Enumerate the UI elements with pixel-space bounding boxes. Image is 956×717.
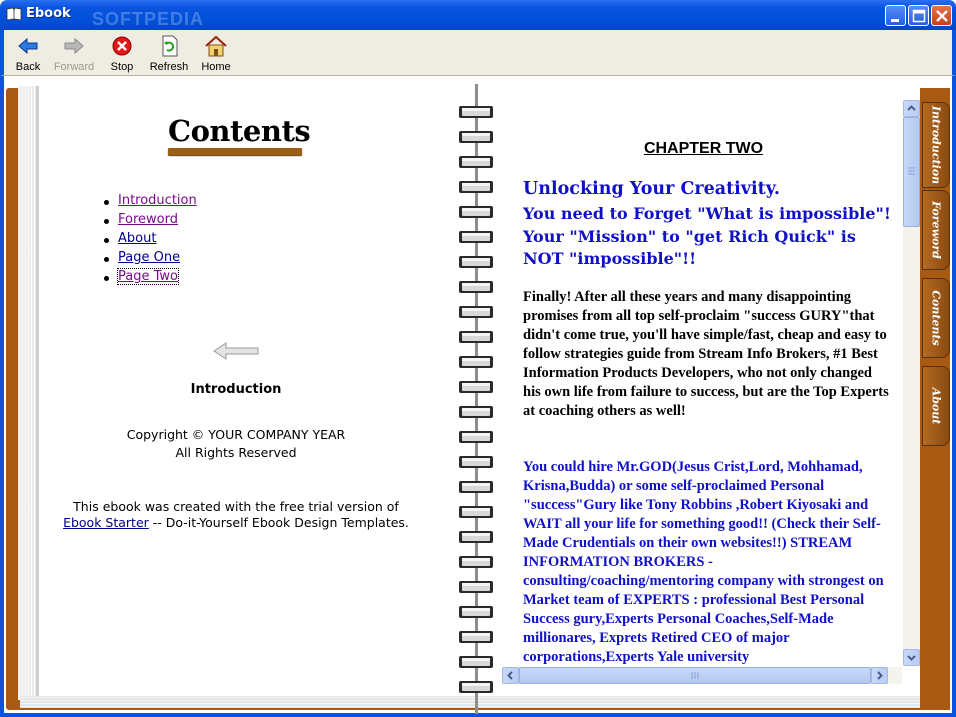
back-arrow-icon xyxy=(16,35,40,57)
spiral-ring xyxy=(458,104,494,120)
spiral-ring xyxy=(458,479,494,495)
spiral-ring xyxy=(458,254,494,270)
minimize-button[interactable] xyxy=(885,5,906,26)
body-paragraph: You could hire Mr.GOD(Jesus Crist,Lord, Mohhamad, Krisna,Budda) or some self-proclaimed Personal "success"Gury like Tony Robbins ,Robert Kiyosaki and WAIT all your life for something good!! (Check their Self-Made Crudentials on their own websites!!) STREAM INFORMATION BROKERS - consulting/coaching/mentoring company with strongest on Market team of EXPERTS : professional Best Personal Success gury,Experts Personal Coaches,Self-Made millionares, Exprets Retired CEO of major corporations,Experts Yale university xyxy=(523,459,884,665)
intro-paragraph: Finally! After all these years and many disappointing promises from all top self-proclaim "success GURY"that didn't come true, you'll have simple/fast, cheap and easy to follow strategies guide from Stream Info Brokers, #1 Best Information Products Developers, who not only changed his own life from failure to success, but are the Top Experts at coaching others as well! xyxy=(523,289,889,419)
tab-contents[interactable]: Contents xyxy=(922,278,950,358)
spiral-ring xyxy=(458,529,494,545)
made-with-note: This ebook was created with the free trial version of Ebook Starter -- Do-it-Yourself Ebook Design Templates. xyxy=(63,499,409,530)
scroll-left-button[interactable] xyxy=(502,667,519,684)
spiral-ring xyxy=(458,679,494,695)
toc-item xyxy=(104,212,197,231)
vertical-scroll-thumb[interactable] xyxy=(903,117,920,227)
chevron-up-icon xyxy=(904,101,919,116)
chapter-heading: CHAPTER TWO xyxy=(643,140,764,157)
spiral-ring xyxy=(458,604,494,620)
stop-button[interactable]: Stop xyxy=(105,33,139,73)
minimize-icon xyxy=(886,6,907,27)
horizontal-scroll-thumb[interactable] xyxy=(519,667,871,684)
toc-item xyxy=(104,269,197,288)
scroll-down-button[interactable] xyxy=(903,649,920,666)
watermark: SOFTPEDIA xyxy=(92,9,205,29)
toc-item xyxy=(104,231,197,250)
chevron-left-icon xyxy=(503,668,518,683)
spiral-ring xyxy=(458,429,494,445)
toc-item xyxy=(104,193,197,212)
spiral-ring xyxy=(458,154,494,170)
previous-page-arrow-icon[interactable] xyxy=(212,341,260,361)
toc-item xyxy=(104,250,197,269)
window-title: Ebook xyxy=(26,6,71,21)
close-icon xyxy=(932,6,953,27)
title-bar xyxy=(0,0,956,30)
toc-list xyxy=(104,193,197,288)
refresh-button[interactable]: Refresh xyxy=(146,33,192,73)
vertical-scrollbar[interactable] xyxy=(903,100,920,666)
ebook-starter-link[interactable]: Ebook Starter xyxy=(63,515,149,530)
toolbar xyxy=(0,30,956,76)
scroll-right-button[interactable] xyxy=(871,667,888,684)
spiral-ring xyxy=(458,454,494,470)
home-button[interactable]: Home xyxy=(198,33,234,73)
page-bottom-edges xyxy=(20,696,920,708)
spiral-ring xyxy=(458,304,494,320)
contents-title: Contents xyxy=(168,114,311,148)
spiral-ring xyxy=(458,229,494,245)
spiral-ring xyxy=(458,354,494,370)
spiral-ring xyxy=(458,629,494,645)
toc-link-about[interactable]: About xyxy=(118,231,157,246)
title-underline xyxy=(168,148,302,155)
spiral-ring xyxy=(458,279,494,295)
forward-button[interactable]: Forward xyxy=(50,33,98,73)
spiral-ring xyxy=(458,204,494,220)
tab-introduction[interactable]: Introduction xyxy=(922,102,950,188)
toc-link-foreword[interactable]: Foreword xyxy=(118,212,178,227)
spiral-ring xyxy=(458,404,494,420)
home-icon xyxy=(204,35,228,57)
stop-icon xyxy=(110,35,134,57)
horizontal-scrollbar[interactable] xyxy=(502,667,902,684)
headline: Unlocking Your Creativity. xyxy=(523,179,780,199)
chevron-right-icon xyxy=(872,668,887,683)
spiral-ring xyxy=(458,129,494,145)
spiral-ring xyxy=(458,654,494,670)
toc-link-introduction[interactable]: Introduction xyxy=(118,193,197,208)
refresh-icon xyxy=(157,35,181,57)
page-edges xyxy=(18,86,38,700)
maximize-button[interactable] xyxy=(908,5,929,26)
tab-about[interactable]: About xyxy=(922,366,950,446)
toc-link-page-one[interactable]: Page One xyxy=(118,250,181,265)
chevron-down-icon xyxy=(904,650,919,665)
spiral-ring xyxy=(458,554,494,570)
forward-arrow-icon xyxy=(62,35,86,57)
spiral-ring xyxy=(458,579,494,595)
grip-icon xyxy=(520,668,870,683)
back-button[interactable]: Back xyxy=(10,33,46,73)
scroll-up-button[interactable] xyxy=(903,100,920,117)
toc-link-page-two[interactable]: Page Two xyxy=(118,269,178,284)
app-book-icon xyxy=(6,7,22,21)
spiral-ring xyxy=(458,179,494,195)
grip-icon xyxy=(904,118,919,226)
spiral-ring xyxy=(458,504,494,520)
subheadline: You need to Forget "What is impossible"! Your "Mission" to "get Rich Quick" is NOT "impossible"!! xyxy=(523,204,891,268)
tab-foreword[interactable]: Foreword xyxy=(922,190,950,270)
maximize-icon xyxy=(909,6,930,27)
spiral-ring xyxy=(458,379,494,395)
spiral-ring xyxy=(458,329,494,345)
previous-page-label: Introduction xyxy=(190,382,282,397)
copyright-text: Copyright © YOUR COMPANY YEAR All Rights Reserved xyxy=(126,427,346,460)
close-button[interactable] xyxy=(931,5,952,26)
